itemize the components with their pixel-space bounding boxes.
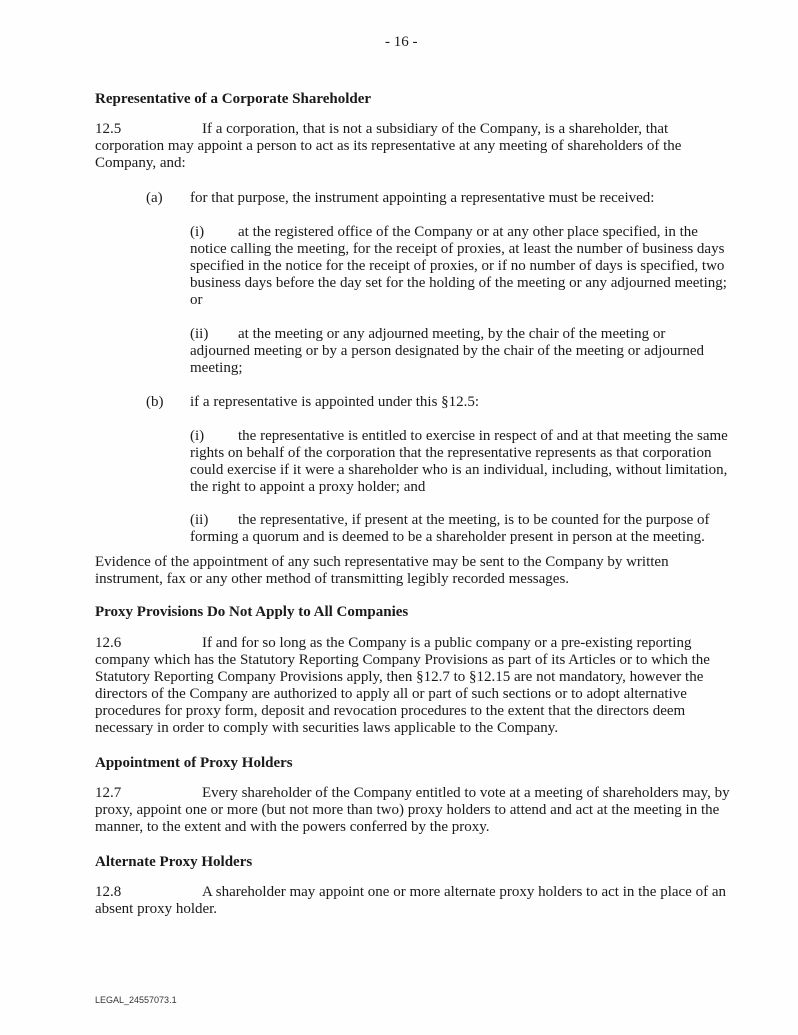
text-line: adjourned meeting or by a person designated by the chair of the meeting or adjourned	[190, 343, 704, 359]
text-line: procedures for proxy form, deposit and revocation procedures to the extent that the directors deem	[95, 703, 686, 719]
text-line: at the meeting or any adjourned meeting, by the chair of the meeting or	[238, 326, 666, 342]
text-line: meeting;	[190, 360, 243, 376]
heading-alternate: Alternate Proxy Holders	[95, 854, 253, 870]
text-line: the right to appoint a proxy holder; and	[190, 479, 426, 495]
text-line: forming a quorum and is deemed to be a shareholder present in person at the meeting.	[190, 529, 705, 545]
text-line: Statutory Reporting Company Provisions apply, then §12.7 to §12.15 are not mandatory, however the	[95, 669, 704, 685]
text-line: business days before the day set for the holding of the meeting or any adjourned meeting;	[190, 275, 727, 291]
text-line: If a corporation, that is not a subsidiary of the Company, is a shareholder, that	[202, 121, 669, 137]
text-line: company which has the Statutory Reporting Company Provisions as part of its Articles or to which the	[95, 652, 710, 668]
text-line: proxy, appoint one or more (but not more than two) proxy holders to attend and act at the meeting in the	[95, 802, 720, 818]
page-number: - 16 -	[385, 34, 418, 50]
text-line: Evidence of the appointment of any such representative may be sent to the Company by written	[95, 554, 669, 570]
text-line: if a representative is appointed under this §12.5:	[190, 394, 480, 410]
footer-doc-id: LEGAL_24557073.1	[95, 995, 177, 1005]
heading-proxy-provisions: Proxy Provisions Do Not Apply to All Companies	[95, 604, 409, 620]
text-line: absent proxy holder.	[95, 901, 218, 917]
clause-label: (b)	[146, 394, 164, 410]
text-line: instrument, fax or any other method of transmitting legibly recorded messages.	[95, 571, 570, 587]
text-line: at the registered office of the Company or at any other place specified, in the	[238, 224, 698, 240]
text-line: manner, to the extent and with the powers conferred by the proxy.	[95, 819, 490, 835]
section-number: 12.5	[95, 121, 122, 137]
clause-label: (i)	[190, 224, 205, 240]
clause-label: (i)	[190, 428, 205, 444]
text-line: could exercise if it were a shareholder who is an individual, including, without limitation,	[190, 462, 728, 478]
heading-representative: Representative of a Corporate Shareholder	[95, 91, 372, 107]
text-line: specified in the notice for the receipt of proxies, or if no number of days is specified, two	[190, 258, 725, 274]
text-line: A shareholder may appoint one or more alternate proxy holders to act in the place of an	[202, 884, 726, 900]
text-line: necessary in order to comply with securities laws applicable to the Company.	[95, 720, 559, 736]
text-line: for that purpose, the instrument appointing a representative must be received:	[190, 190, 655, 206]
heading-appointment: Appointment of Proxy Holders	[95, 755, 293, 771]
text-line: Company, and:	[95, 155, 186, 171]
text-line: rights on behalf of the corporation that the representative represents as that corporation	[190, 445, 712, 461]
clause-label: (ii)	[190, 512, 209, 528]
section-number: 12.6	[95, 635, 122, 651]
text-line: directors of the Company are authorized to apply all or part of such sections or to adopt alternative	[95, 686, 687, 702]
text-line: or	[190, 292, 203, 308]
clause-label: (ii)	[190, 326, 209, 342]
clause-label: (a)	[146, 190, 163, 206]
text-line: notice calling the meeting, for the receipt of proxies, at least the number of business days	[190, 241, 725, 257]
text-line: If and for so long as the Company is a public company or a pre-existing reporting	[202, 635, 692, 651]
text-line: the representative, if present at the meeting, is to be counted for the purpose of	[238, 512, 710, 528]
text-line: Every shareholder of the Company entitled to vote at a meeting of shareholders may, by	[202, 785, 730, 801]
text-line: corporation may appoint a person to act as its representative at any meeting of shareholders of the	[95, 138, 682, 154]
section-number: 12.7	[95, 785, 122, 801]
text-line: the representative is entitled to exercise in respect of and at that meeting the same	[238, 428, 728, 444]
section-number: 12.8	[95, 884, 122, 900]
